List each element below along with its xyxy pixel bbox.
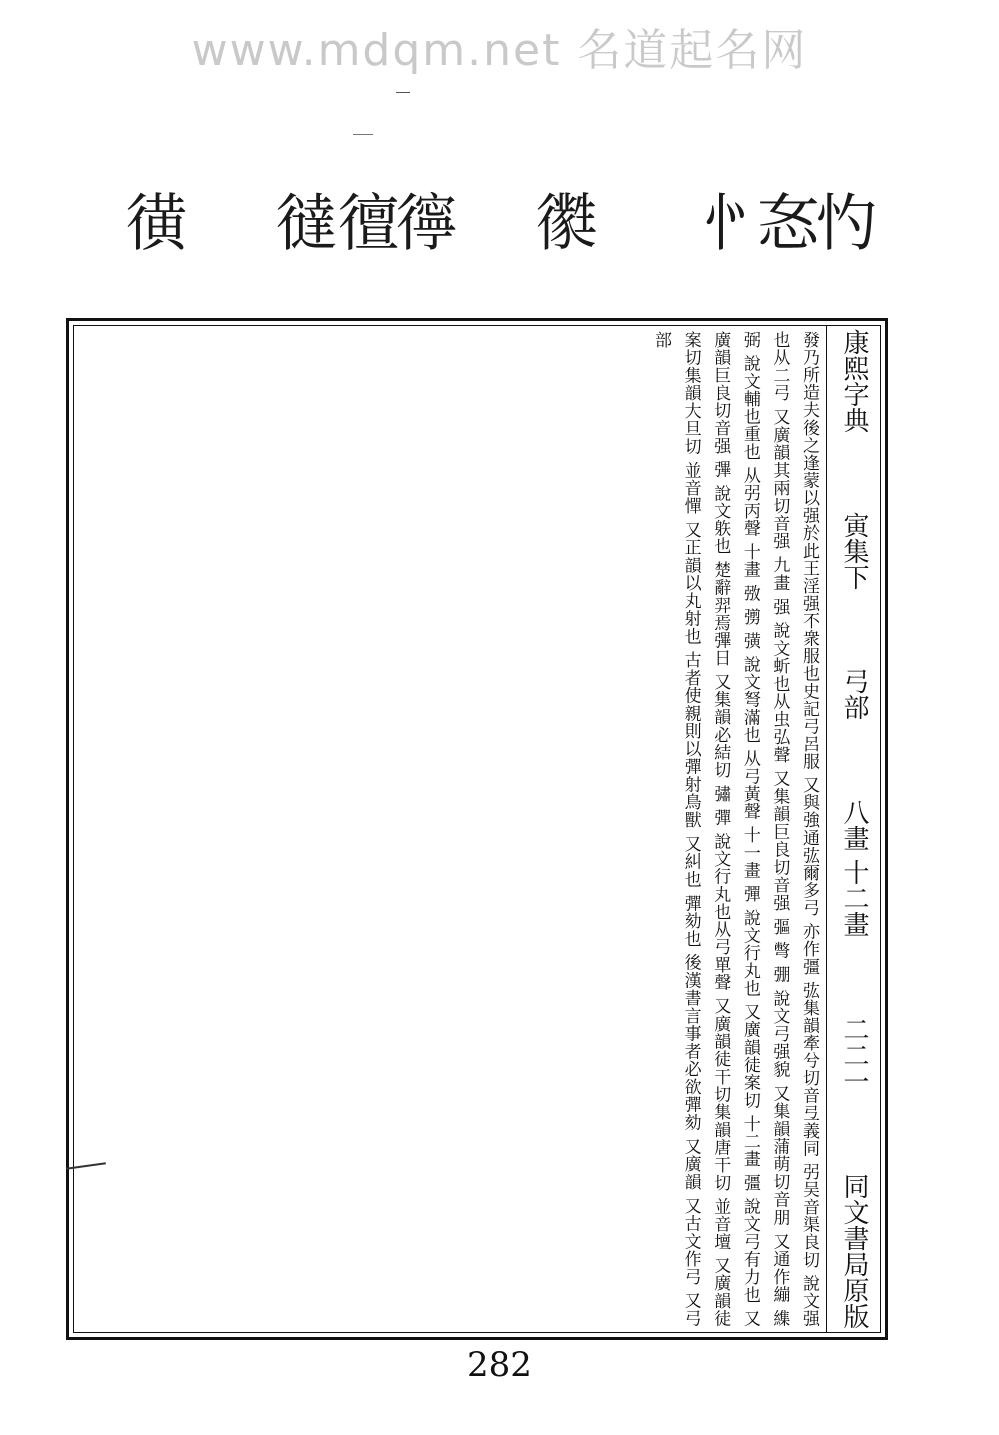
publisher-label: 同文書局原版 xyxy=(839,1172,869,1329)
seal-character: 㣽㣺 xyxy=(685,190,820,256)
header-divider xyxy=(826,325,827,1333)
page-reference: 二二一 xyxy=(839,1016,869,1095)
scan-mark xyxy=(396,92,410,93)
header-column xyxy=(829,329,879,1329)
seal-character: 㣿 xyxy=(805,190,878,256)
seal-character: 㣶㣵 xyxy=(265,190,400,256)
seal-character: 㣷 xyxy=(385,190,458,256)
page-number: 282 xyxy=(467,1345,532,1385)
dictionary-body-text: 發乃所造夫後之逢蒙以强於此王淫强不衆服也史記弓呂服 又與強通㢬爾多弓 亦作彊 㢬集韻牽兮切音弖義同 弜吴音渠良切 說文强也从二弓 又廣韻其兩切音强 九畫 强 說文蚚也从虫弘聲 又集韻巨良切音强 彄 彆 弸 說文弓强貌 又集韻蒲萌切音朋 又通作繃 䌖 弼 說文輔也重也 从弜丙聲 十畫 㢸 彅 彉 說文弩滿也 从弓黃聲 十一畫 彈 說文行丸也 又廣韻徒案切 十二畫 彊 說文弓有力也 又廣韻巨良切音强 彃 說文䠶也 楚辭羿焉彃日 又集韻必結切 彇 彈 說文行丸也从弓單聲 又廣韻徒干切集韻唐干切 並音壇 又廣韻徒案切集韻大旦切 並音憚 又正韻以丸射也 古者使親則以彈射鳥獸 又糾也 彈劾也 後漢書言事者必欲彈劾 又廣韻 又古文作弓 又弓部 xyxy=(651,331,819,1327)
volume-label: 寅集下 xyxy=(839,511,869,590)
watermark: www.mdqm.net 名道起名网 xyxy=(191,25,808,76)
seal-script-row xyxy=(80,190,880,310)
stroke-label: 八畫 十二畫 xyxy=(839,799,869,938)
page-frame xyxy=(66,318,888,1340)
book-title: 康熙字典 xyxy=(839,329,869,433)
scan-mark xyxy=(353,134,373,135)
radical-label: 弓部 xyxy=(839,668,869,721)
seal-character: 㣴 xyxy=(115,190,188,256)
seal-character: 㣸 xyxy=(525,190,598,256)
